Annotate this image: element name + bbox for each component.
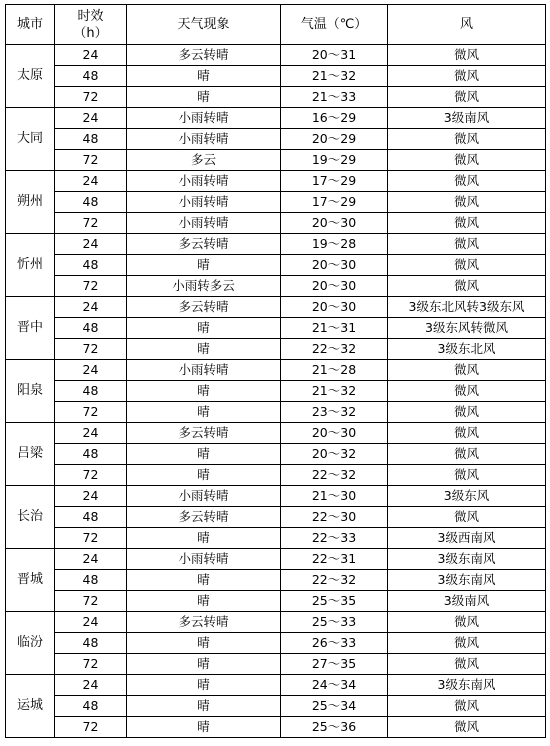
city-name-cell: 太原 (6, 45, 55, 108)
table-row (6, 612, 546, 633)
period-cell: 48 (55, 633, 127, 654)
temperature-cell: 19～28 (281, 234, 388, 255)
weather-cell: 晴 (127, 255, 281, 276)
temperature-cell: 21～32 (281, 66, 388, 87)
table-row (6, 675, 546, 696)
wind-cell: 微风 (388, 45, 546, 66)
wind-cell: 微风 (388, 87, 546, 108)
period-cell: 48 (55, 66, 127, 87)
city-name-cell: 忻州 (6, 234, 55, 297)
wind-cell: 微风 (388, 192, 546, 213)
period-cell: 48 (55, 192, 127, 213)
city-name-cell: 朔州 (6, 171, 55, 234)
period-cell: 24 (55, 360, 127, 381)
temperature-cell: 20～32 (281, 444, 388, 465)
weather-cell: 晴 (127, 675, 281, 696)
forecast-table-container (5, 4, 546, 738)
header-temperature: 气温（℃） (281, 5, 388, 45)
header-city: 城市 (6, 5, 55, 45)
temperature-cell: 21～32 (281, 381, 388, 402)
table-row (6, 360, 546, 381)
temperature-cell: 21～33 (281, 87, 388, 108)
header-period-line1: 时效 (77, 8, 104, 24)
wind-cell: 3级东南风 (388, 549, 546, 570)
weather-cell: 晴 (127, 654, 281, 675)
city-name-cell: 大同 (6, 108, 55, 171)
wind-cell: 微风 (388, 66, 546, 87)
table-row (6, 192, 546, 213)
weather-cell: 小雨转晴 (127, 171, 281, 192)
temperature-cell: 22～32 (281, 465, 388, 486)
table-row (6, 633, 546, 654)
temperature-cell: 23～32 (281, 402, 388, 423)
temperature-cell: 19～29 (281, 150, 388, 171)
table-row (6, 276, 546, 297)
header-period-line2: （h） (73, 25, 108, 41)
period-cell: 48 (55, 570, 127, 591)
table-row (6, 213, 546, 234)
table-row (6, 654, 546, 675)
period-cell: 24 (55, 234, 127, 255)
weather-cell: 小雨转晴 (127, 486, 281, 507)
wind-cell: 微风 (388, 360, 546, 381)
wind-cell: 微风 (388, 717, 546, 738)
period-cell: 24 (55, 486, 127, 507)
wind-cell: 3级东南风 (388, 675, 546, 696)
temperature-cell: 20～30 (281, 276, 388, 297)
table-row (6, 570, 546, 591)
weather-cell: 晴 (127, 717, 281, 738)
period-cell: 72 (55, 150, 127, 171)
weather-cell: 晴 (127, 318, 281, 339)
period-cell: 48 (55, 381, 127, 402)
wind-cell: 3级东北风转3级东风 (388, 297, 546, 318)
weather-cell: 小雨转晴 (127, 360, 281, 381)
temperature-cell: 16～29 (281, 108, 388, 129)
weather-cell: 晴 (127, 591, 281, 612)
period-cell: 72 (55, 717, 127, 738)
wind-cell: 3级东北风 (388, 339, 546, 360)
wind-cell: 3级南风 (388, 108, 546, 129)
period-cell: 48 (55, 318, 127, 339)
table-body (6, 45, 546, 738)
temperature-cell: 22～33 (281, 528, 388, 549)
period-cell: 24 (55, 423, 127, 444)
table-row (6, 108, 546, 129)
wind-cell: 微风 (388, 381, 546, 402)
period-cell: 72 (55, 213, 127, 234)
wind-cell: 微风 (388, 213, 546, 234)
period-cell: 24 (55, 612, 127, 633)
weather-cell: 多云转晴 (127, 45, 281, 66)
table-row (6, 528, 546, 549)
table-row (6, 444, 546, 465)
weather-cell: 小雨转晴 (127, 192, 281, 213)
city-name-cell: 临汾 (6, 612, 55, 675)
wind-cell: 微风 (388, 234, 546, 255)
temperature-cell: 20～30 (281, 423, 388, 444)
period-cell: 24 (55, 45, 127, 66)
city-name-cell: 晋城 (6, 549, 55, 612)
weather-cell: 多云转晴 (127, 297, 281, 318)
wind-cell: 微风 (388, 276, 546, 297)
temperature-cell: 22～31 (281, 549, 388, 570)
weather-cell: 晴 (127, 66, 281, 87)
wind-cell: 微风 (388, 444, 546, 465)
table-row (6, 129, 546, 150)
city-name-cell: 长治 (6, 486, 55, 549)
temperature-cell: 25～36 (281, 717, 388, 738)
weather-cell: 晴 (127, 381, 281, 402)
table-row (6, 381, 546, 402)
period-cell: 24 (55, 549, 127, 570)
weather-cell: 小雨转晴 (127, 549, 281, 570)
temperature-cell: 25～33 (281, 612, 388, 633)
wind-cell: 微风 (388, 696, 546, 717)
period-cell: 48 (55, 696, 127, 717)
period-cell: 24 (55, 297, 127, 318)
weather-cell: 多云转晴 (127, 234, 281, 255)
table-row (6, 255, 546, 276)
period-cell: 72 (55, 402, 127, 423)
table-row (6, 423, 546, 444)
temperature-cell: 17～29 (281, 192, 388, 213)
weather-cell: 多云转晴 (127, 612, 281, 633)
period-cell: 48 (55, 507, 127, 528)
weather-cell: 晴 (127, 570, 281, 591)
city-name-cell: 吕梁 (6, 423, 55, 486)
weather-cell: 小雨转晴 (127, 213, 281, 234)
table-row (6, 696, 546, 717)
weather-cell: 晴 (127, 402, 281, 423)
city-name-cell: 运城 (6, 675, 55, 738)
period-cell: 48 (55, 255, 127, 276)
weather-cell: 小雨转晴 (127, 129, 281, 150)
wind-cell: 微风 (388, 171, 546, 192)
city-name-cell: 晋中 (6, 297, 55, 360)
table-row (6, 234, 546, 255)
table-row (6, 717, 546, 738)
wind-cell: 3级东风转微风 (388, 318, 546, 339)
weather-cell: 晴 (127, 633, 281, 654)
period-cell: 48 (55, 129, 127, 150)
temperature-cell: 17～29 (281, 171, 388, 192)
wind-cell: 3级东南风 (388, 570, 546, 591)
table-row (6, 507, 546, 528)
period-cell: 72 (55, 591, 127, 612)
weather-cell: 多云转晴 (127, 507, 281, 528)
wind-cell: 微风 (388, 465, 546, 486)
wind-cell: 微风 (388, 654, 546, 675)
temperature-cell: 21～30 (281, 486, 388, 507)
temperature-cell: 20～30 (281, 255, 388, 276)
city-name-cell: 阳泉 (6, 360, 55, 423)
wind-cell: 3级西南风 (388, 528, 546, 549)
table-row (6, 465, 546, 486)
wind-cell: 微风 (388, 507, 546, 528)
table-row (6, 591, 546, 612)
table-row (6, 549, 546, 570)
temperature-cell: 22～32 (281, 570, 388, 591)
period-cell: 72 (55, 339, 127, 360)
temperature-cell: 20～30 (281, 297, 388, 318)
wind-cell: 微风 (388, 633, 546, 654)
wind-cell: 微风 (388, 402, 546, 423)
period-cell: 24 (55, 675, 127, 696)
period-cell: 24 (55, 171, 127, 192)
weather-cell: 小雨转多云 (127, 276, 281, 297)
wind-cell: 微风 (388, 423, 546, 444)
table-row (6, 297, 546, 318)
temperature-cell: 22～30 (281, 507, 388, 528)
weather-cell: 晴 (127, 528, 281, 549)
temperature-cell: 20～31 (281, 45, 388, 66)
temperature-cell: 20～29 (281, 129, 388, 150)
table-row (6, 87, 546, 108)
table-row (6, 486, 546, 507)
period-cell: 72 (55, 87, 127, 108)
period-cell: 24 (55, 108, 127, 129)
table-row (6, 318, 546, 339)
weather-cell: 多云转晴 (127, 423, 281, 444)
period-cell: 72 (55, 528, 127, 549)
temperature-cell: 24～34 (281, 675, 388, 696)
temperature-cell: 25～34 (281, 696, 388, 717)
header-period (55, 5, 127, 45)
weather-cell: 晴 (127, 87, 281, 108)
temperature-cell: 26～33 (281, 633, 388, 654)
weather-cell: 晴 (127, 444, 281, 465)
table-row (6, 171, 546, 192)
header-weather: 天气现象 (127, 5, 281, 45)
forecast-table (5, 4, 546, 738)
table-row (6, 45, 546, 66)
temperature-cell: 21～31 (281, 318, 388, 339)
weather-cell: 晴 (127, 339, 281, 360)
weather-cell: 晴 (127, 465, 281, 486)
temperature-cell: 27～35 (281, 654, 388, 675)
weather-cell: 小雨转晴 (127, 108, 281, 129)
period-cell: 48 (55, 444, 127, 465)
table-row (6, 402, 546, 423)
period-cell: 72 (55, 654, 127, 675)
wind-cell: 3级南风 (388, 591, 546, 612)
wind-cell: 3级东风 (388, 486, 546, 507)
temperature-cell: 25～35 (281, 591, 388, 612)
header-wind: 风 (388, 5, 546, 45)
weather-cell: 晴 (127, 696, 281, 717)
table-row (6, 339, 546, 360)
period-cell: 72 (55, 465, 127, 486)
table-row (6, 66, 546, 87)
header-row (6, 5, 546, 45)
wind-cell: 微风 (388, 129, 546, 150)
temperature-cell: 21～28 (281, 360, 388, 381)
period-cell: 72 (55, 276, 127, 297)
table-row (6, 150, 546, 171)
wind-cell: 微风 (388, 255, 546, 276)
wind-cell: 微风 (388, 612, 546, 633)
weather-cell: 多云 (127, 150, 281, 171)
temperature-cell: 20～30 (281, 213, 388, 234)
wind-cell: 微风 (388, 150, 546, 171)
temperature-cell: 22～32 (281, 339, 388, 360)
